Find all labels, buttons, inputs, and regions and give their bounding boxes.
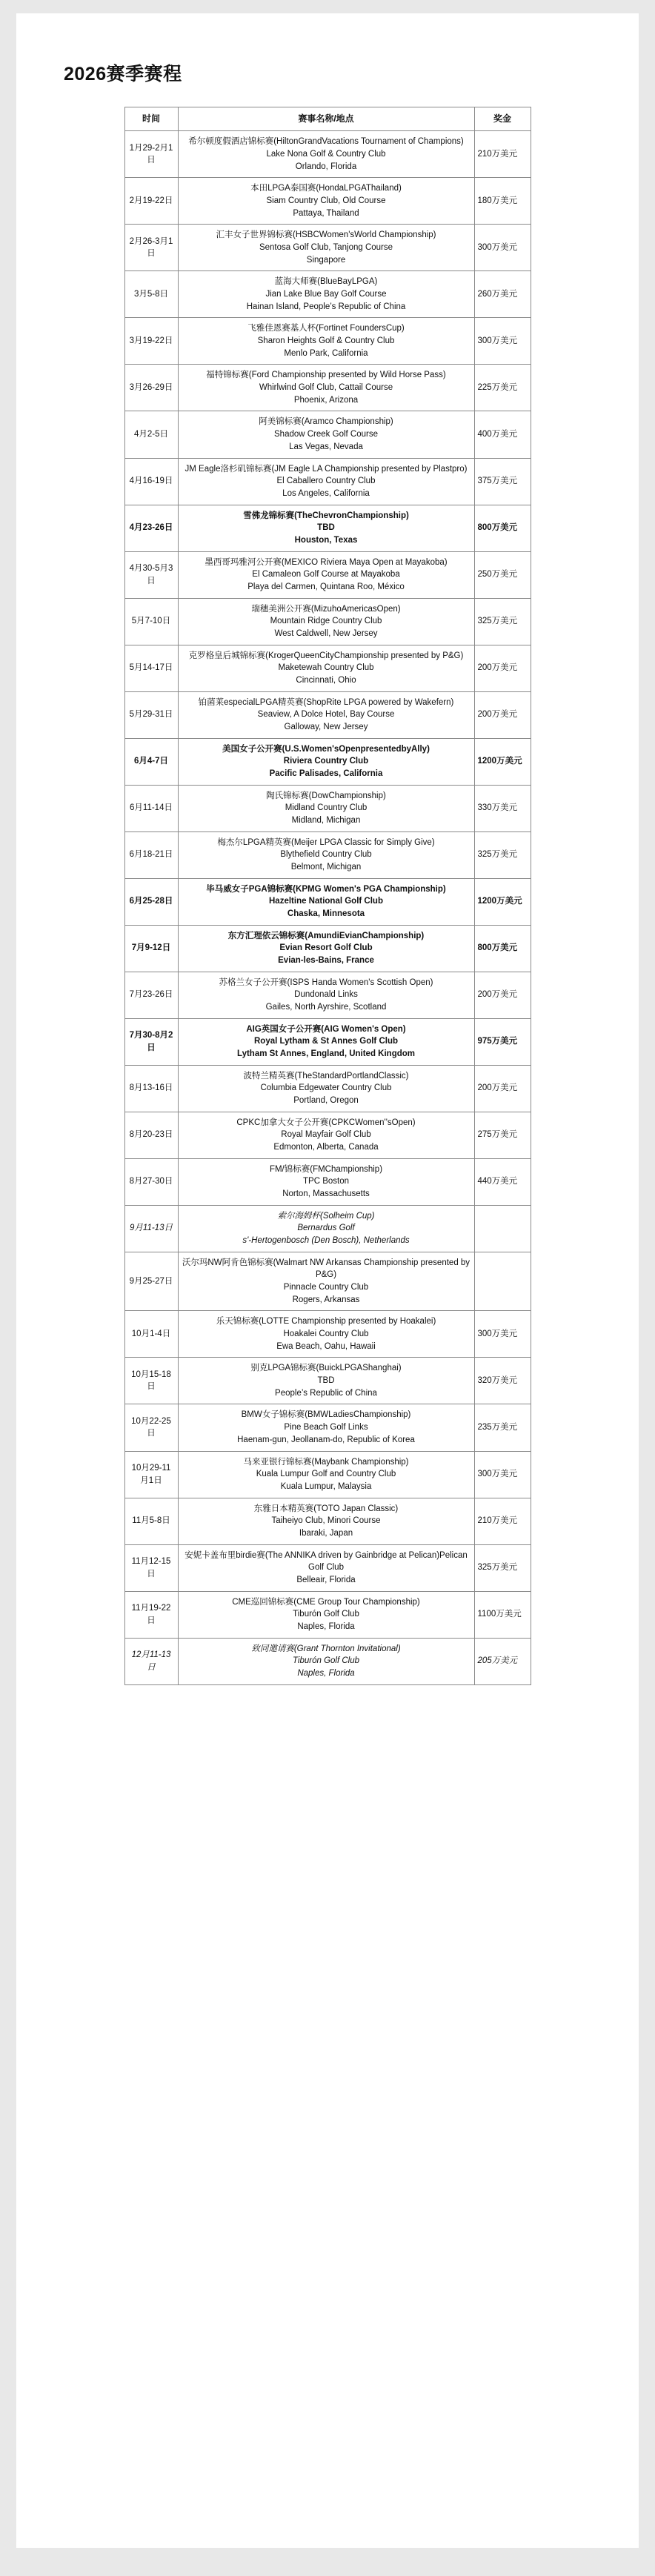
cell-date: 5月29-31日 bbox=[124, 691, 178, 738]
cell-event bbox=[178, 1498, 474, 1544]
event-venue: Royal Mayfair Golf Club bbox=[281, 1130, 371, 1140]
event-location: Portland, Oregon bbox=[293, 1096, 359, 1106]
cell-prize: 800万美元 bbox=[474, 925, 531, 972]
event-location: Hainan Island, People’s Republic of China bbox=[246, 302, 406, 311]
event-location: Galloway, New Jersey bbox=[284, 722, 368, 731]
cell-date: 8月13-16日 bbox=[124, 1065, 178, 1112]
table-row bbox=[124, 1112, 531, 1158]
cell-date: 4月23-26日 bbox=[124, 505, 178, 551]
event-name: CPKC加拿大女子公开赛(CPKCWomen''sOpen) bbox=[236, 1118, 416, 1127]
document-sheet bbox=[16, 13, 639, 2548]
event-location: Midland, Michigan bbox=[291, 815, 361, 825]
cell-prize: 275万美元 bbox=[474, 1112, 531, 1158]
cell-prize: 300万美元 bbox=[474, 318, 531, 365]
event-name: 陶氏锦标赛(DowChampionship) bbox=[266, 791, 386, 800]
event-name: 雪佛龙锦标赛(TheChevronChampionship) bbox=[243, 511, 409, 520]
cell-event bbox=[178, 972, 474, 1018]
cell-date: 3月19-22日 bbox=[124, 318, 178, 365]
event-venue: El Caballero Country Club bbox=[276, 477, 376, 486]
cell-date: 10月15-18日 bbox=[124, 1358, 178, 1404]
event-location: Belmont, Michigan bbox=[290, 862, 362, 872]
cell-prize: 975万美元 bbox=[474, 1018, 531, 1065]
table-row bbox=[124, 1252, 531, 1311]
table-header-row bbox=[124, 107, 531, 131]
col-header-date: 时间 bbox=[124, 107, 178, 131]
cell-date: 8月27-30日 bbox=[124, 1158, 178, 1205]
event-location: Norton, Massachusetts bbox=[282, 1189, 370, 1199]
cell-prize: 1100万美元 bbox=[474, 1591, 531, 1638]
table-row bbox=[124, 551, 531, 598]
event-venue: TBD bbox=[317, 1376, 335, 1386]
table-row bbox=[124, 925, 531, 972]
cell-prize bbox=[474, 1205, 531, 1252]
event-location: Evian-les-Bains, France bbox=[278, 956, 374, 965]
table-row bbox=[124, 178, 531, 225]
event-location: Pattaya, Thailand bbox=[293, 208, 359, 218]
event-name: 墨西哥玛雅河公开赛(MEXICO Riviera Maya Open at Mayakoba) bbox=[205, 557, 448, 567]
event-venue: Shadow Creek Golf Course bbox=[274, 430, 378, 439]
event-name: 东雅日本精英赛(TOTO Japan Classic) bbox=[253, 1504, 399, 1513]
event-venue: Bernardus Golf bbox=[297, 1224, 355, 1233]
event-venue: Taiheiyo Club, Minori Course bbox=[271, 1516, 381, 1526]
table-row bbox=[124, 505, 531, 551]
cell-event bbox=[178, 551, 474, 598]
table-row bbox=[124, 1158, 531, 1205]
cell-date: 4月30-5月3日 bbox=[124, 551, 178, 598]
cell-event bbox=[178, 645, 474, 691]
cell-prize bbox=[474, 1252, 531, 1311]
cell-date: 4月16-19日 bbox=[124, 458, 178, 505]
event-venue: Tiburón Golf Club bbox=[292, 1656, 360, 1666]
cell-date: 2月26-3月1日 bbox=[124, 225, 178, 271]
event-venue: Hazeltine National Golf Club bbox=[269, 897, 383, 906]
event-location: Ibaraki, Japan bbox=[299, 1528, 353, 1538]
event-venue: El Camaleon Golf Course at Mayakoba bbox=[252, 570, 400, 580]
event-name: 波特兰精英赛(TheStandardPortlandClassic) bbox=[243, 1071, 409, 1080]
cell-date: 12月11-13日 bbox=[124, 1638, 178, 1684]
event-venue: Tiburón Golf Club bbox=[293, 1610, 359, 1619]
event-location: Las Vegas, Nevada bbox=[289, 442, 363, 451]
event-name: 别克LPGA锦标赛(BuickLPGAShanghai) bbox=[250, 1364, 402, 1373]
cell-date: 7月30-8月2日 bbox=[124, 1018, 178, 1065]
cell-event bbox=[178, 131, 474, 178]
event-name: 飞雅佳恩赛基人杯(Fortinet FoundersCup) bbox=[247, 324, 405, 333]
event-location: Edmonton, Alberta, Canada bbox=[273, 1143, 379, 1152]
event-name: 克罗格皇后城锦标赛(KrogerQueenCityChampionship presented by P&G) bbox=[188, 651, 464, 660]
cell-prize: 1200万美元 bbox=[474, 738, 531, 785]
event-name: 毕马威女子PGA锦标赛(KPMG Women's PGA Championship) bbox=[206, 884, 446, 894]
event-name: 本田LPGA泰国赛(HondaLPGAThailand) bbox=[250, 184, 402, 193]
cell-prize: 180万美元 bbox=[474, 178, 531, 225]
cell-date: 11月19-22日 bbox=[124, 1591, 178, 1638]
event-location: Houston, Texas bbox=[294, 535, 358, 545]
cell-date: 5月14-17日 bbox=[124, 645, 178, 691]
cell-event bbox=[178, 1638, 474, 1684]
table-row bbox=[124, 785, 531, 831]
cell-prize: 375万美元 bbox=[474, 458, 531, 505]
cell-event bbox=[178, 598, 474, 645]
cell-event bbox=[178, 1252, 474, 1311]
event-venue: Hoakalei Country Club bbox=[283, 1330, 369, 1339]
event-location: Gailes, North Ayrshire, Scotland bbox=[265, 1003, 387, 1012]
event-location: s'-Hertogenbosch (Den Bosch), Netherlands bbox=[242, 1236, 410, 1246]
cell-date: 3月26-29日 bbox=[124, 365, 178, 411]
event-location: Ewa Beach, Oahu, Hawaii bbox=[276, 1341, 376, 1351]
event-venue: Kuala Lumpur Golf and Country Club bbox=[256, 1470, 396, 1479]
cell-prize: 225万美元 bbox=[474, 365, 531, 411]
table-row bbox=[124, 271, 531, 318]
table-row bbox=[124, 131, 531, 178]
table-row bbox=[124, 1544, 531, 1591]
cell-date: 10月22-25日 bbox=[124, 1404, 178, 1451]
cell-prize: 250万美元 bbox=[474, 551, 531, 598]
table-row bbox=[124, 1065, 531, 1112]
event-location: Los Angeles, California bbox=[282, 488, 370, 498]
cell-event bbox=[178, 831, 474, 878]
cell-date: 6月18-21日 bbox=[124, 831, 178, 878]
cell-date: 8月20-23日 bbox=[124, 1112, 178, 1158]
table-row bbox=[124, 1451, 531, 1498]
table-row bbox=[124, 831, 531, 878]
table-row bbox=[124, 1498, 531, 1544]
event-name: 致同邀请赛(Grant Thornton Invitational) bbox=[251, 1644, 401, 1653]
cell-date: 9月11-13日 bbox=[124, 1205, 178, 1252]
event-name: 瑞穗美洲公开赛(MizuhoAmericasOpen) bbox=[251, 604, 401, 614]
event-name: 阿美锦标赛(Aramco Championship) bbox=[259, 417, 393, 427]
event-venue: Pine Beach Golf Links bbox=[284, 1423, 368, 1433]
cell-prize: 200万美元 bbox=[474, 691, 531, 738]
cell-date: 10月29-11月1日 bbox=[124, 1451, 178, 1498]
cell-event bbox=[178, 225, 474, 271]
table-row bbox=[124, 1591, 531, 1638]
table-row bbox=[124, 1638, 531, 1684]
event-venue: Royal Lytham & St Annes Golf Club bbox=[253, 1037, 399, 1046]
table-row bbox=[124, 1404, 531, 1451]
event-venue: Sentosa Golf Club, Tanjong Course bbox=[259, 243, 393, 253]
cell-date: 11月12-15日 bbox=[124, 1544, 178, 1591]
event-name: 索尔海姆杯(Solheim Cup) bbox=[277, 1211, 375, 1221]
event-location: Orlando, Florida bbox=[295, 162, 357, 171]
table-row bbox=[124, 691, 531, 738]
cell-event bbox=[178, 1404, 474, 1451]
event-name: 福特锦标赛(Ford Championship presented by Wild Horse Pass) bbox=[206, 371, 446, 380]
event-name: 铂菌莱especialLPGA精英赛(ShopRite LPGA powered by Wakefern) bbox=[198, 697, 454, 707]
table-row bbox=[124, 1311, 531, 1358]
event-name: AIG英国女子公开赛(AIG Women's Open) bbox=[246, 1024, 406, 1034]
cell-prize: 330万美元 bbox=[474, 785, 531, 831]
cell-date: 10月1-4日 bbox=[124, 1311, 178, 1358]
cell-event bbox=[178, 1451, 474, 1498]
event-location: Pacific Palisades, California bbox=[269, 769, 383, 778]
event-name: 美国女子公开赛(U.S.Women'sOpenpresentedbyAlly) bbox=[222, 744, 430, 754]
cell-prize: 200万美元 bbox=[474, 1065, 531, 1112]
table-row bbox=[124, 972, 531, 1018]
event-name: JM Eagle洛杉矶锦标赛(JM Eagle LA Championship presented by Plastpro) bbox=[184, 464, 468, 474]
event-name: 马来亚银行锦标赛(Maybank Championship) bbox=[243, 1457, 409, 1467]
table-row bbox=[124, 1205, 531, 1252]
event-name: BMW女子锦标赛(BMWLadiesChampionship) bbox=[241, 1410, 411, 1420]
cell-event bbox=[178, 1018, 474, 1065]
cell-prize: 1200万美元 bbox=[474, 878, 531, 925]
event-location: Cincinnati, Ohio bbox=[296, 675, 356, 685]
cell-prize: 440万美元 bbox=[474, 1158, 531, 1205]
col-header-prize: 奖金 bbox=[474, 107, 531, 131]
cell-event bbox=[178, 458, 474, 505]
event-venue: Evian Resort Golf Club bbox=[279, 943, 373, 953]
cell-date: 6月25-28日 bbox=[124, 878, 178, 925]
event-name: 汇丰女子世界锦标赛(HSBCWomen'sWorld Championship) bbox=[216, 230, 436, 240]
event-name: 蓝海大师赛(BlueBayLPGA) bbox=[274, 277, 378, 287]
event-location: Playa del Carmen, Quintana Roo, México bbox=[247, 582, 405, 591]
event-location: Lytham St Annes, England, United Kingdom bbox=[236, 1049, 415, 1059]
table-row bbox=[124, 365, 531, 411]
table-row bbox=[124, 738, 531, 785]
cell-prize: 400万美元 bbox=[474, 411, 531, 458]
event-venue: Pinnacle Country Club bbox=[283, 1283, 369, 1292]
cell-date: 3月5-8日 bbox=[124, 271, 178, 318]
cell-prize: 200万美元 bbox=[474, 972, 531, 1018]
event-name: FM/锦标赛(FMChampionship) bbox=[269, 1164, 383, 1174]
cell-date: 6月4-7日 bbox=[124, 738, 178, 785]
cell-event bbox=[178, 318, 474, 365]
event-name: 安妮卡盖布里birdie赛(The ANNIKA driven by Gainbridge at Pelican)Pelican Golf Club bbox=[184, 1550, 468, 1573]
event-venue: Maketewah Country Club bbox=[278, 663, 374, 673]
table-row bbox=[124, 598, 531, 645]
event-venue: Mountain Ridge Country Club bbox=[270, 617, 382, 626]
cell-event bbox=[178, 1544, 474, 1591]
event-name: 乐天锦标赛(LOTTE Championship presented by Hoakalei) bbox=[216, 1317, 436, 1327]
table-row bbox=[124, 878, 531, 925]
cell-prize: 320万美元 bbox=[474, 1358, 531, 1404]
event-venue: TBD bbox=[317, 523, 335, 533]
event-name: 希尔顿度假酒店锦标赛(HiltonGrandVacations Tournament of Champions) bbox=[188, 137, 464, 147]
cell-prize: 210万美元 bbox=[474, 1498, 531, 1544]
event-location: Naples, Florida bbox=[297, 1621, 355, 1631]
event-venue: Seaview, A Dolce Hotel, Bay Course bbox=[257, 710, 395, 720]
cell-event bbox=[178, 411, 474, 458]
event-venue: Lake Nona Golf & Country Club bbox=[266, 150, 386, 159]
cell-date: 1月29-2月1日 bbox=[124, 131, 178, 178]
event-venue: Riviera Country Club bbox=[283, 757, 369, 766]
cell-prize: 300万美元 bbox=[474, 1451, 531, 1498]
table-row bbox=[124, 318, 531, 365]
cell-prize: 800万美元 bbox=[474, 505, 531, 551]
event-location: Singapore bbox=[306, 255, 346, 265]
table-row bbox=[124, 1358, 531, 1404]
event-venue: Siam Country Club, Old Course bbox=[266, 196, 386, 206]
page-title: 2026赛季赛程 bbox=[64, 64, 182, 84]
cell-prize: 210万美元 bbox=[474, 131, 531, 178]
event-venue: Blythefield Country Club bbox=[280, 850, 372, 860]
event-location: Naples, Florida bbox=[297, 1668, 355, 1678]
event-venue: Belleair, Florida bbox=[296, 1575, 356, 1584]
cell-event bbox=[178, 878, 474, 925]
cell-prize: 300万美元 bbox=[474, 225, 531, 271]
cell-event bbox=[178, 1205, 474, 1252]
cell-event bbox=[178, 925, 474, 972]
event-location: Phoenix, Arizona bbox=[293, 395, 359, 405]
event-venue: Sharon Heights Golf & Country Club bbox=[257, 336, 395, 346]
event-location: People’s Republic of China bbox=[275, 1388, 377, 1398]
cell-date: 6月11-14日 bbox=[124, 785, 178, 831]
event-venue: Whirlwind Golf Club, Cattail Course bbox=[259, 383, 393, 393]
cell-prize: 325万美元 bbox=[474, 1544, 531, 1591]
cell-date: 5月7-10日 bbox=[124, 598, 178, 645]
cell-prize: 205万美元 bbox=[474, 1638, 531, 1684]
cell-date: 9月25-27日 bbox=[124, 1252, 178, 1311]
table-body bbox=[124, 131, 531, 1684]
event-location: Chaska, Minnesota bbox=[287, 909, 365, 918]
event-location: West Caldwell, New Jersey bbox=[274, 628, 378, 638]
event-name: 沃尔玛NW阿肯色锦标赛(Walmart NW Arkansas Championship presented by P&G) bbox=[182, 1258, 471, 1280]
event-location: Haenam-gun, Jeollanam-do, Republic of Korea bbox=[237, 1435, 415, 1444]
cell-prize: 300万美元 bbox=[474, 1311, 531, 1358]
table-row bbox=[124, 411, 531, 458]
table-row bbox=[124, 225, 531, 271]
event-name: 苏格兰女子公开赛(ISPS Handa Women's Scottish Open) bbox=[219, 977, 433, 987]
cell-event bbox=[178, 1158, 474, 1205]
cell-event bbox=[178, 785, 474, 831]
table-row bbox=[124, 645, 531, 691]
cell-prize: 260万美元 bbox=[474, 271, 531, 318]
col-header-event: 赛事名称/地点 bbox=[178, 107, 474, 131]
cell-prize: 200万美元 bbox=[474, 645, 531, 691]
event-name: CME巡回锦标赛(CME Group Tour Championship) bbox=[232, 1597, 420, 1607]
event-venue: Midland Country Club bbox=[285, 803, 368, 813]
event-location: Kuala Lumpur, Malaysia bbox=[280, 1481, 372, 1491]
table-row bbox=[124, 1018, 531, 1065]
cell-date: 4月2-5日 bbox=[124, 411, 178, 458]
cell-event bbox=[178, 505, 474, 551]
cell-event bbox=[178, 738, 474, 785]
event-venue: Columbia Edgewater Country Club bbox=[260, 1083, 392, 1093]
cell-prize: 325万美元 bbox=[474, 831, 531, 878]
event-venue: Dundonald Links bbox=[294, 990, 358, 1000]
table-row bbox=[124, 458, 531, 505]
cell-event bbox=[178, 691, 474, 738]
cell-event bbox=[178, 1311, 474, 1358]
cell-date: 2月19-22日 bbox=[124, 178, 178, 225]
schedule-table bbox=[124, 107, 531, 1685]
event-venue: TPC Boston bbox=[303, 1177, 349, 1186]
event-venue: Jian Lake Blue Bay Golf Course bbox=[265, 290, 387, 299]
event-name: 梅杰尔LPGA精英赛(Meijer LPGA Classic for Simply Give) bbox=[217, 837, 435, 847]
cell-event bbox=[178, 1065, 474, 1112]
cell-event bbox=[178, 1112, 474, 1158]
cell-date: 11月5-8日 bbox=[124, 1498, 178, 1544]
cell-event bbox=[178, 365, 474, 411]
event-name: 东方汇理依云锦标赛(AmundiEvianChampionship) bbox=[227, 931, 425, 940]
cell-date: 7月9-12日 bbox=[124, 925, 178, 972]
cell-event bbox=[178, 178, 474, 225]
cell-prize: 235万美元 bbox=[474, 1404, 531, 1451]
cell-event bbox=[178, 1591, 474, 1638]
cell-prize: 325万美元 bbox=[474, 598, 531, 645]
cell-event bbox=[178, 271, 474, 318]
cell-date: 7月23-26日 bbox=[124, 972, 178, 1018]
event-location: Menlo Park, California bbox=[284, 348, 368, 358]
cell-event bbox=[178, 1358, 474, 1404]
event-location: Rogers, Arkansas bbox=[292, 1295, 360, 1304]
